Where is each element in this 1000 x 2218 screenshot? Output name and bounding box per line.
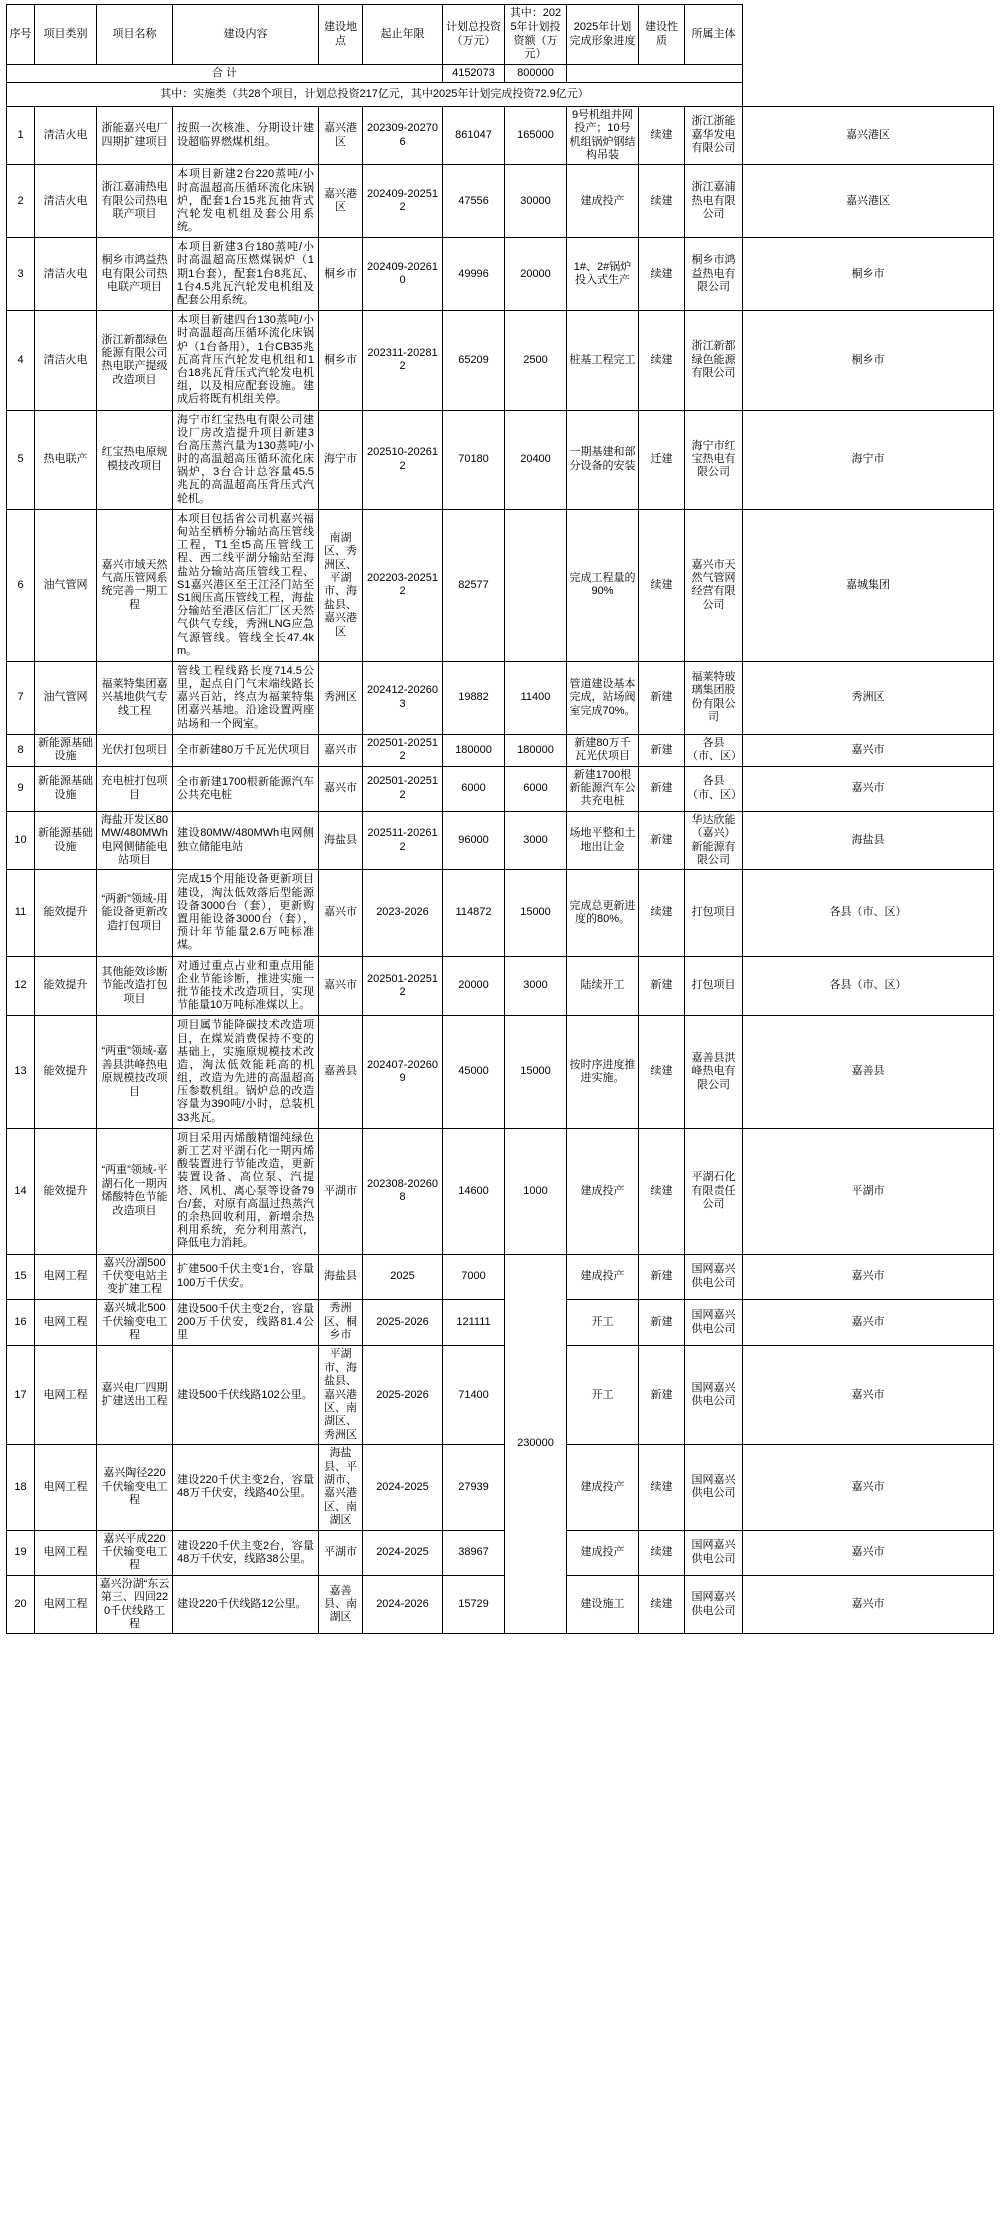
- row-owner: 浙江新都绿色能源有限公司: [685, 311, 743, 410]
- row-category: 新能源基础设施: [35, 811, 97, 870]
- row-subject: 嘉兴市: [743, 1530, 994, 1575]
- row-invest-2025: 30000: [505, 165, 567, 238]
- row-nature: 迁建: [639, 410, 685, 509]
- row-content: 建设500千伏主变2台，容量200万千伏安，线路81.4公里: [173, 1299, 319, 1346]
- table-row: [7, 165, 994, 238]
- row-total-invest: 180000: [443, 734, 505, 766]
- total-label: 合 计: [7, 65, 443, 83]
- row-subject: 桐乡市: [743, 238, 994, 311]
- row-nature: 新建: [639, 734, 685, 766]
- row-project-name: 充电桩打包项目: [97, 766, 173, 811]
- row-progress: 陆续开工: [567, 956, 639, 1016]
- row-nature: 续建: [639, 165, 685, 238]
- row-invest-2025: 230000: [505, 1254, 567, 1634]
- header-period: 起止年限: [363, 5, 443, 65]
- row-period: 202203-202512: [363, 509, 443, 661]
- row-subject: 嘉兴市: [743, 1299, 994, 1346]
- row-category: 能效提升: [35, 1016, 97, 1129]
- row-place: 秀洲区、桐乡市: [319, 1299, 363, 1346]
- row-place: 嘉兴港区: [319, 106, 363, 165]
- row-content: 本项目新建2台220蒸吨/小时高温超高压循环流化床锅炉，配套1台15兆瓦抽背式汽轮发电机组及套公用系统。: [173, 165, 319, 238]
- row-total-invest: 121111: [443, 1299, 505, 1346]
- row-category: 清洁火电: [35, 106, 97, 165]
- table-row: [7, 311, 994, 410]
- row-total-invest: 45000: [443, 1016, 505, 1129]
- row-project-name: 嘉兴电厂四期扩建送出工程: [97, 1346, 173, 1445]
- row-invest-2025: 6000: [505, 766, 567, 811]
- row-total-invest: 114872: [443, 870, 505, 956]
- row-nature: 续建: [639, 1445, 685, 1530]
- row-total-invest: 49996: [443, 238, 505, 311]
- row-category: 新能源基础设施: [35, 734, 97, 766]
- row-invest-2025: 15000: [505, 870, 567, 956]
- row-invest-2025: [505, 509, 567, 661]
- table-row: [7, 1299, 994, 1346]
- row-invest-2025: 1000: [505, 1128, 567, 1254]
- row-period: 202311-202812: [363, 311, 443, 410]
- row-project-name: 嘉兴汾湖500千伏变电站主变扩建工程: [97, 1254, 173, 1299]
- row-period: 202501-202512: [363, 734, 443, 766]
- row-progress: 开工: [567, 1346, 639, 1445]
- row-period: 202309-202706: [363, 106, 443, 165]
- row-nature: 续建: [639, 106, 685, 165]
- row-no: 7: [7, 661, 35, 734]
- row-category: 能效提升: [35, 1128, 97, 1254]
- row-no: 4: [7, 311, 35, 410]
- row-no: 17: [7, 1346, 35, 1445]
- row-subject: 海盐县: [743, 811, 994, 870]
- row-content: 本项目新建四台130蒸吨/小时高温超高压循环流化床锅炉（1台备用），1台CB35兆瓦高背压汽轮发电机组和1台18兆瓦背压式汽轮发电机组，以及相应配套设施。建成后将既有机组关停。: [173, 311, 319, 410]
- row-place: 嘉兴港区: [319, 165, 363, 238]
- row-place: 平湖市: [319, 1128, 363, 1254]
- row-project-name: 浙江新都绿色能源有限公司热电联产提级改造项目: [97, 311, 173, 410]
- row-category: 油气管网: [35, 509, 97, 661]
- row-progress: 新建80万千瓦光伏项目: [567, 734, 639, 766]
- row-nature: 续建: [639, 870, 685, 956]
- row-nature: 新建: [639, 1346, 685, 1445]
- row-nature: 续建: [639, 509, 685, 661]
- row-place: 嘉善县、南湖区: [319, 1575, 363, 1634]
- row-project-name: 浙江嘉浦热电有限公司热电联产项目: [97, 165, 173, 238]
- row-total-invest: 71400: [443, 1346, 505, 1445]
- table-row: [7, 106, 994, 165]
- row-subject: 嘉兴市: [743, 766, 994, 811]
- row-progress: 建设施工: [567, 1575, 639, 1634]
- row-owner: 国网嘉兴供电公司: [685, 1299, 743, 1346]
- row-period: 2025-2026: [363, 1299, 443, 1346]
- row-total-invest: 7000: [443, 1254, 505, 1299]
- row-place: 嘉兴市: [319, 870, 363, 956]
- row-progress: 新建1700根新能源汽车公共充电桩: [567, 766, 639, 811]
- row-owner: 华达欣能（嘉兴）新能源有限公司: [685, 811, 743, 870]
- row-period: 202409-202512: [363, 165, 443, 238]
- row-project-name: 光伏打包项目: [97, 734, 173, 766]
- row-subject: 各县（市、区）: [743, 870, 994, 956]
- row-place: 嘉兴市: [319, 766, 363, 811]
- row-content: 建设500千伏线路102公里。: [173, 1346, 319, 1445]
- row-content: 本项目新建3台180蒸吨/小时高温超高压燃煤锅炉（1期1台套），配套1台8兆瓦、1台4.5兆瓦汽轮发电机组及配套公用系统。: [173, 238, 319, 311]
- row-place: 平湖市: [319, 1530, 363, 1575]
- row-category: 电网工程: [35, 1299, 97, 1346]
- row-nature: 新建: [639, 811, 685, 870]
- row-category: 电网工程: [35, 1445, 97, 1530]
- row-content: 对通过重点占业和重点用能企业节能诊断，推进实施一批节能技术改造项目，实现节能量10万吨标准煤以上。: [173, 956, 319, 1016]
- row-content: 完成15个用能设备更新项目建设，淘汰低效落后型能源设备3000台（套），更新购置用能设备3000台（套），预计年节能量2.6万吨标准煤。: [173, 870, 319, 956]
- row-subject: 各县（市、区）: [743, 956, 994, 1016]
- row-no: 15: [7, 1254, 35, 1299]
- row-subject: 嘉兴市: [743, 1445, 994, 1530]
- row-category: 热电联产: [35, 410, 97, 509]
- row-owner: 浙江浙能嘉华发电有限公司: [685, 106, 743, 165]
- row-category: 电网工程: [35, 1346, 97, 1445]
- row-subject: 嘉兴港区: [743, 165, 994, 238]
- row-no: 8: [7, 734, 35, 766]
- note-text: 其中：实施类（共28个项目，计划总投资217亿元，其中2025年计划完成投资72.9亿元）: [7, 83, 743, 106]
- row-no: 1: [7, 106, 35, 165]
- table-row: [7, 1128, 994, 1254]
- row-invest-2025: 20000: [505, 238, 567, 311]
- row-project-name: 嘉兴平成220千伏输变电工程: [97, 1530, 173, 1575]
- row-period: 2025: [363, 1254, 443, 1299]
- row-category: 能效提升: [35, 956, 97, 1016]
- row-place: 秀洲区: [319, 661, 363, 734]
- row-place: 海盐县、平湖市、嘉兴港区、南湖区: [319, 1445, 363, 1530]
- row-no: 10: [7, 811, 35, 870]
- total-row: [7, 65, 994, 83]
- row-total-invest: 6000: [443, 766, 505, 811]
- row-no: 20: [7, 1575, 35, 1634]
- row-content: 海宁市红宝热电有限公司建设厂房改造提升项目新建3台高压蒸汽量为130蒸吨/小时的高温超高压循环流化床锅炉，3台合计总容量45.5兆瓦的高温超高压背压式汽轮机。: [173, 410, 319, 509]
- row-project-name: 嘉兴市域天然气高压管网系统完善一期工程: [97, 509, 173, 661]
- row-no: 2: [7, 165, 35, 238]
- row-category: 电网工程: [35, 1575, 97, 1634]
- row-project-name: 其他能效诊断节能改造打包项目: [97, 956, 173, 1016]
- row-owner: 国网嘉兴供电公司: [685, 1445, 743, 1530]
- row-nature: 新建: [639, 1299, 685, 1346]
- row-invest-2025: 2500: [505, 311, 567, 410]
- row-nature: 新建: [639, 956, 685, 1016]
- table-row: [7, 509, 994, 661]
- row-period: 202407-202609: [363, 1016, 443, 1129]
- row-nature: 新建: [639, 766, 685, 811]
- row-place: 南湖区、秀洲区、平湖市、海盐县、嘉兴港区: [319, 509, 363, 661]
- table-row: [7, 811, 994, 870]
- header-category: 项目类别: [35, 5, 97, 65]
- row-no: 14: [7, 1128, 35, 1254]
- row-total-invest: 15729: [443, 1575, 505, 1634]
- table-row: [7, 956, 994, 1016]
- row-subject: 嘉兴市: [743, 1254, 994, 1299]
- row-content: 建设220千伏线路12公里。: [173, 1575, 319, 1634]
- row-subject: 平湖市: [743, 1128, 994, 1254]
- header-no: 序号: [7, 5, 35, 65]
- row-invest-2025: 15000: [505, 1016, 567, 1129]
- row-category: 电网工程: [35, 1254, 97, 1299]
- row-owner: 海宁市红宝热电有限公司: [685, 410, 743, 509]
- row-content: 全市新建80万千瓦光伏项目: [173, 734, 319, 766]
- row-nature: 续建: [639, 1128, 685, 1254]
- table-row: [7, 1575, 994, 1634]
- header-name: 项目名称: [97, 5, 173, 65]
- row-total-invest: 82577: [443, 509, 505, 661]
- header-place: 建设地点: [319, 5, 363, 65]
- row-nature: 续建: [639, 1530, 685, 1575]
- row-place: 嘉兴市: [319, 956, 363, 1016]
- row-total-invest: 70180: [443, 410, 505, 509]
- table-header-row: [7, 5, 994, 65]
- row-period: 202409-202610: [363, 238, 443, 311]
- row-content: 建设80MW/480MWh电网侧独立储能电站: [173, 811, 319, 870]
- row-nature: 续建: [639, 1016, 685, 1129]
- total-invest: 4152073: [443, 65, 505, 83]
- row-project-name: “两重”领域-平湖石化一期丙烯酸特色节能改造项目: [97, 1128, 173, 1254]
- row-nature: 续建: [639, 238, 685, 311]
- table-row: [7, 766, 994, 811]
- table-row: [7, 870, 994, 956]
- total-invest-2025: 800000: [505, 65, 567, 83]
- row-place: 海宁市: [319, 410, 363, 509]
- row-no: 5: [7, 410, 35, 509]
- row-content: 本项目包括省公司机嘉兴福甸站至栖桥分输站高压管线工程，T1至t5高压管线工程、西二线平湖分输站至海盐站分输站高压管线工程、S1嘉兴港区至王江泾门站至S1阀压高压管线工程，海盐分输站至港区信汇厂区天然气供气专线，秀洲LNG应急气源管线。管线全长47.4km。: [173, 509, 319, 661]
- header-subject: 所属主体: [685, 5, 743, 65]
- row-progress: 建成投产: [567, 165, 639, 238]
- row-content: 项目属节能降碳技术改造项目，在煤炭消费保持不变的基础上，实施原规模技术改造，淘汰低效能耗高的机组，改造为先进的高温超高压参数机组。锅炉总的改造容量为390吨/小时，总装机33兆瓦。: [173, 1016, 319, 1129]
- table-row: [7, 1445, 994, 1530]
- row-progress: 建成投产: [567, 1530, 639, 1575]
- row-total-invest: 20000: [443, 956, 505, 1016]
- table-row: [7, 1530, 994, 1575]
- row-no: 9: [7, 766, 35, 811]
- row-invest-2025: 3000: [505, 956, 567, 1016]
- row-total-invest: 19882: [443, 661, 505, 734]
- row-invest-2025: 20400: [505, 410, 567, 509]
- row-content: 建设220千伏主变2台，容量48万千伏安，线路38公里。: [173, 1530, 319, 1575]
- row-period: 202510-202612: [363, 410, 443, 509]
- row-progress: 管道建设基本完成，站场阀室完成70%。: [567, 661, 639, 734]
- row-owner: 桐乡市鸿益热电有限公司: [685, 238, 743, 311]
- row-project-name: “两新”领域-用能设备更新改造打包项目: [97, 870, 173, 956]
- row-period: 202501-202512: [363, 766, 443, 811]
- row-total-invest: 27939: [443, 1445, 505, 1530]
- row-project-name: 海盐开发区80MW/480MWh电网侧储能电站项目: [97, 811, 173, 870]
- row-progress: 一期基建和部分设备的安装: [567, 410, 639, 509]
- row-progress: 建成投产: [567, 1128, 639, 1254]
- row-progress: 按时序进度推进实施。: [567, 1016, 639, 1129]
- row-progress: 场地平整和土地出让金: [567, 811, 639, 870]
- row-owner: 浙江嘉浦热电有限公司: [685, 165, 743, 238]
- row-subject: 秀洲区: [743, 661, 994, 734]
- row-nature: 续建: [639, 311, 685, 410]
- row-owner: 平湖石化有限责任公司: [685, 1128, 743, 1254]
- row-period: 2025-2026: [363, 1346, 443, 1445]
- row-owner: 国网嘉兴供电公司: [685, 1530, 743, 1575]
- row-progress: 1#、2#锅炉投入式生产: [567, 238, 639, 311]
- row-period: 202501-202512: [363, 956, 443, 1016]
- table-row: [7, 238, 994, 311]
- row-category: 清洁火电: [35, 238, 97, 311]
- row-total-invest: 14600: [443, 1128, 505, 1254]
- row-content: 建设220千伏主变2台，容量48万千伏安，线路40公里。: [173, 1445, 319, 1530]
- table-row: [7, 734, 994, 766]
- table-row: [7, 661, 994, 734]
- row-nature: 新建: [639, 1254, 685, 1299]
- note-row: [7, 83, 994, 106]
- row-subject: 嘉兴市: [743, 1346, 994, 1445]
- table-row: [7, 1346, 994, 1445]
- row-nature: 续建: [639, 1575, 685, 1634]
- row-owner: 各县（市、区）: [685, 766, 743, 811]
- row-place: 桐乡市: [319, 238, 363, 311]
- row-owner: 福莱特玻璃集团股份有限公司: [685, 661, 743, 734]
- row-place: 海盐县: [319, 811, 363, 870]
- row-category: 新能源基础设施: [35, 766, 97, 811]
- row-progress: 建成投产: [567, 1445, 639, 1530]
- row-total-invest: 96000: [443, 811, 505, 870]
- row-category: 油气管网: [35, 661, 97, 734]
- row-progress: 开工: [567, 1299, 639, 1346]
- row-period: 202511-202612: [363, 811, 443, 870]
- row-project-name: “两重”领域-嘉善县洪峰热电原规模技改项目: [97, 1016, 173, 1129]
- row-owner: 国网嘉兴供电公司: [685, 1575, 743, 1634]
- row-subject: 嘉城集团: [743, 509, 994, 661]
- row-no: 16: [7, 1299, 35, 1346]
- row-subject: 嘉兴市: [743, 1575, 994, 1634]
- row-progress: 完成总更新进度的80%。: [567, 870, 639, 956]
- row-content: 扩建500千伏主变1台，容量100万千伏安。: [173, 1254, 319, 1299]
- row-subject: 嘉兴市: [743, 734, 994, 766]
- row-nature: 新建: [639, 661, 685, 734]
- row-category: 电网工程: [35, 1530, 97, 1575]
- row-place: 嘉兴市: [319, 734, 363, 766]
- project-table: [6, 4, 994, 1634]
- row-category: 清洁火电: [35, 165, 97, 238]
- row-subject: 桐乡市: [743, 311, 994, 410]
- table-body: [7, 65, 994, 1634]
- row-total-invest: 38967: [443, 1530, 505, 1575]
- table-row: [7, 1016, 994, 1129]
- row-place: 平湖市、海盐县、嘉兴港区、南湖区、秀洲区: [319, 1346, 363, 1445]
- row-invest-2025: 3000: [505, 811, 567, 870]
- row-invest-2025: 11400: [505, 661, 567, 734]
- header-progress-2025: 2025年计划完成形象进度: [567, 5, 639, 65]
- table-row: [7, 410, 994, 509]
- row-project-name: 桐乡市鸿益热电有限公司热电联产项目: [97, 238, 173, 311]
- table-row: [7, 1254, 994, 1299]
- row-owner: 打包项目: [685, 870, 743, 956]
- header-content: 建设内容: [173, 5, 319, 65]
- row-subject: 海宁市: [743, 410, 994, 509]
- row-period: 202412-202603: [363, 661, 443, 734]
- row-no: 11: [7, 870, 35, 956]
- row-project-name: 红宝热电原规模技改项目: [97, 410, 173, 509]
- row-no: 18: [7, 1445, 35, 1530]
- row-period: 2024-2025: [363, 1530, 443, 1575]
- row-owner: 嘉兴市天然气管网经营有限公司: [685, 509, 743, 661]
- row-owner: 国网嘉兴供电公司: [685, 1346, 743, 1445]
- row-progress: 桩基工程完工: [567, 311, 639, 410]
- row-content: 管线工程线路长度714.5公里，起点自门气末端线路长嘉兴百站，终点为福莱特集团嘉兴基地。沿途设置两座站场和一个阀室。: [173, 661, 319, 734]
- row-no: 12: [7, 956, 35, 1016]
- row-owner: 嘉善县洪峰热电有限公司: [685, 1016, 743, 1129]
- row-no: 19: [7, 1530, 35, 1575]
- row-period: 2024-2026: [363, 1575, 443, 1634]
- row-project-name: 嘉兴汾湖“东云第三、四回220千伏线路工程: [97, 1575, 173, 1634]
- row-place: 桐乡市: [319, 311, 363, 410]
- row-period: 202308-202608: [363, 1128, 443, 1254]
- row-period: 2024-2025: [363, 1445, 443, 1530]
- row-invest-2025: 165000: [505, 106, 567, 165]
- row-total-invest: 47556: [443, 165, 505, 238]
- header-total-invest: 计划总投资（万元）: [443, 5, 505, 65]
- row-total-invest: 861047: [443, 106, 505, 165]
- header-invest-2025: 其中：2025年计划投资额（万元）: [505, 5, 567, 65]
- row-no: 13: [7, 1016, 35, 1129]
- row-place: 海盐县: [319, 1254, 363, 1299]
- row-invest-2025: 180000: [505, 734, 567, 766]
- header-nature: 建设性质: [639, 5, 685, 65]
- row-progress: 建成投产: [567, 1254, 639, 1299]
- row-owner: 打包项目: [685, 956, 743, 1016]
- row-content: 全市新建1700根新能源汽车公共充电桩: [173, 766, 319, 811]
- total-blank: [567, 65, 743, 83]
- row-category: 清洁火电: [35, 311, 97, 410]
- row-project-name: 嘉兴陶径220千伏输变电工程: [97, 1445, 173, 1530]
- row-no: 3: [7, 238, 35, 311]
- row-owner: 各县（市、区）: [685, 734, 743, 766]
- row-place: 嘉善县: [319, 1016, 363, 1129]
- row-project-name: 浙能嘉兴电厂四期扩建项目: [97, 106, 173, 165]
- row-no: 6: [7, 509, 35, 661]
- row-period: 2023-2026: [363, 870, 443, 956]
- row-subject: 嘉兴港区: [743, 106, 994, 165]
- row-content: 项目采用丙烯酸精馏纯绿色新工艺对平湖石化一期丙烯酸装置进行节能改造，更新装置设备、高位泵、汽提塔、风机、离心泵等设备79台/套，对原有高温过热蒸汽的余热回收利用，新增余热利用系统，充分利用蒸汽，降低电力消耗。: [173, 1128, 319, 1254]
- row-owner: 国网嘉兴供电公司: [685, 1254, 743, 1299]
- row-progress: 完成工程量的90%: [567, 509, 639, 661]
- row-subject: 嘉善县: [743, 1016, 994, 1129]
- row-progress: 9号机组并网投产；10号机组锅炉钢结构吊装: [567, 106, 639, 165]
- row-content: 按照一次核准、分期设计建设超临界燃煤机组。: [173, 106, 319, 165]
- row-project-name: 嘉兴城北500千伏输变电工程: [97, 1299, 173, 1346]
- row-total-invest: 65209: [443, 311, 505, 410]
- row-project-name: 福莱特集团嘉兴基地供气专线工程: [97, 661, 173, 734]
- row-category: 能效提升: [35, 870, 97, 956]
